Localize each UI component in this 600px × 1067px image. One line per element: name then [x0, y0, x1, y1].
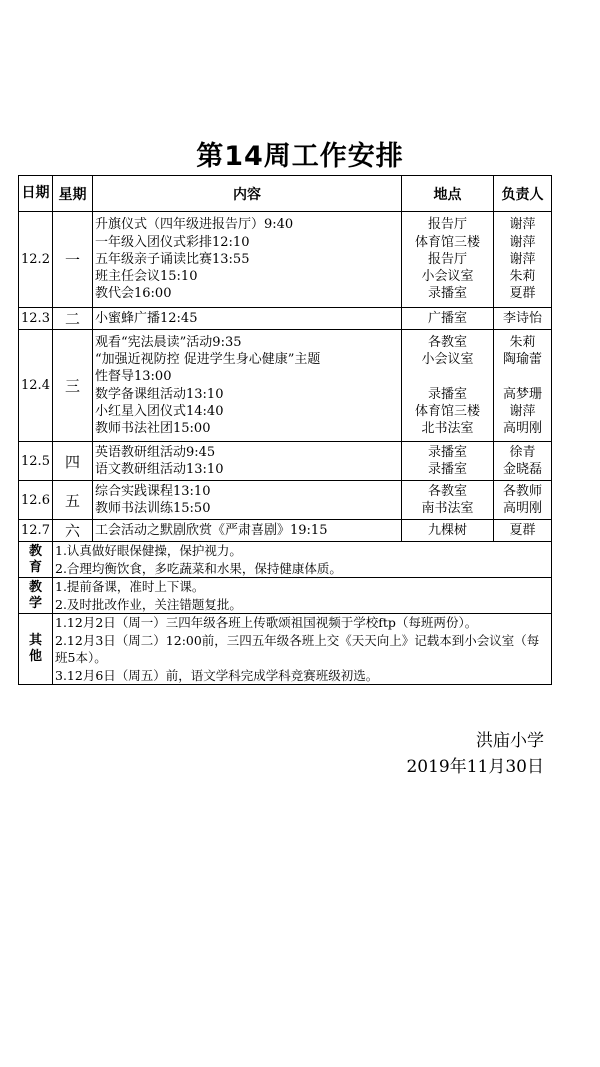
day-weekday: 四 [53, 442, 93, 481]
location-line: 各教室 [427, 483, 467, 499]
section-item: 1.12月2日（周一）三四年级各班上传歌颂祖国视频于学校ftp（每班两份）。 [55, 615, 478, 630]
content-line: 英语教研组活动9:45 [95, 444, 216, 460]
content-line: 性督导13:00 [95, 369, 172, 385]
header-row [19, 176, 552, 212]
day-location [402, 308, 494, 330]
page-title: 第14周工作安排 [196, 141, 404, 172]
header-person: 负责人 [494, 176, 552, 212]
section-item: 2.合理均衡饮食，多吃蔬菜和水果，保持健康体质。 [55, 560, 342, 576]
location-line: 各教室 [427, 334, 467, 350]
person-line: 高梦珊 [502, 386, 542, 402]
section-item: 3.12月6日（周五）前，语文学科完成学科竞赛班级初选。 [55, 667, 379, 683]
person-line: 夏群 [509, 522, 536, 538]
day-row [19, 481, 552, 520]
day-date: 12.6 [19, 481, 53, 520]
header-location: 地点 [402, 176, 494, 212]
day-weekday: 五 [53, 481, 93, 520]
section-text [53, 542, 552, 578]
person-line: 夏群 [509, 286, 536, 302]
section-text [53, 614, 552, 685]
location-line: 南书法室 [421, 501, 474, 516]
person-line: 徐青 [509, 444, 536, 460]
footer-school: 洪庙小学 [476, 731, 544, 751]
day-person [494, 330, 552, 442]
section-item: 2.及时批改作业，关注错题复批。 [55, 596, 242, 612]
day-person [494, 308, 552, 330]
person-line: 各教师 [502, 483, 542, 499]
content-line: 小蜜蜂广播12:45 [95, 310, 198, 326]
section-item: 2.12月3日（周二）12:00前，三四五年级各班上交《天天向上》记载本到小会议室（每班5本）。 [55, 632, 540, 665]
person-line [496, 368, 549, 385]
header-weekday: 星期 [53, 176, 93, 212]
location-line: 广播室 [427, 310, 467, 326]
day-row [19, 308, 552, 330]
day-date: 12.3 [19, 308, 53, 330]
day-content [93, 212, 402, 308]
day-row [19, 520, 552, 542]
location-line: 九棵树 [427, 522, 467, 538]
person-line: 高明刚 [502, 421, 542, 437]
person-line: 朱莉 [509, 334, 536, 350]
content-line: 升旗仪式（四年级进报告厅）9:40 [95, 217, 294, 233]
person-line: 金晓磊 [502, 462, 542, 477]
section-label [19, 542, 53, 578]
content-line: 五年级亲子诵读比赛13:55 [95, 251, 250, 267]
day-location [402, 481, 494, 520]
day-location [402, 330, 494, 442]
schedule-table [18, 175, 552, 685]
person-line: 谢萍 [509, 234, 536, 250]
day-location [402, 520, 494, 542]
day-content [93, 330, 402, 442]
day-person [494, 481, 552, 520]
note-section [19, 578, 552, 614]
day-weekday: 二 [53, 308, 93, 330]
location-line: 录播室 [427, 386, 467, 402]
note-section [19, 614, 552, 685]
day-row [19, 330, 552, 442]
location-line: 录播室 [427, 286, 467, 302]
day-location [402, 442, 494, 481]
content-line: 数学备课组活动13:10 [95, 386, 224, 402]
location-line: 北书法室 [421, 421, 474, 437]
person-line: 谢萍 [509, 403, 536, 419]
day-content [93, 308, 402, 330]
person-line: 李诗怡 [502, 310, 542, 326]
location-line: 录播室 [427, 462, 467, 477]
section-item: 1.认真做好眼保健操，保护视力。 [55, 543, 242, 558]
day-weekday: 三 [53, 330, 93, 442]
day-date: 12.4 [19, 330, 53, 442]
content-line: 工会活动之默剧欣赏《严肃喜剧》19:15 [95, 522, 328, 538]
day-location [402, 212, 494, 308]
day-person [494, 212, 552, 308]
note-section [19, 542, 552, 578]
header-date: 日期 [19, 176, 53, 212]
content-line: 观看“宪法晨读”活动9:35 [95, 334, 242, 350]
section-label-char: 他 [28, 649, 42, 664]
day-row [19, 442, 552, 481]
day-content [93, 520, 402, 542]
content-line: 语文教研组活动13:10 [95, 462, 224, 477]
location-line: 报告厅 [427, 217, 467, 233]
location-line: 小会议室 [421, 269, 474, 285]
day-weekday: 六 [53, 520, 93, 542]
content-line: 教代会16:00 [95, 286, 172, 302]
person-line: 朱莉 [509, 269, 536, 285]
content-line: 小红星入团仪式14:40 [95, 403, 224, 419]
header-content: 内容 [93, 176, 402, 212]
content-line: 班主任会议15:10 [95, 269, 198, 285]
section-text [53, 578, 552, 614]
content-line: 教师书法社团15:00 [95, 421, 211, 437]
section-label-char: 育 [28, 559, 42, 575]
day-row [19, 212, 552, 308]
day-person [494, 442, 552, 481]
footer-date: 2019年11月30日 [406, 757, 544, 777]
section-label [19, 614, 53, 685]
section-label-char: 教 [28, 543, 42, 559]
section-label-char: 学 [28, 595, 42, 611]
content-line: 教师书法训练15:50 [95, 501, 211, 516]
day-weekday: 一 [53, 212, 93, 308]
section-item: 1.提前备课，准时上下课。 [55, 579, 205, 594]
location-line: 报告厅 [427, 251, 467, 267]
day-content [93, 442, 402, 481]
day-content [93, 481, 402, 520]
person-line: 高明刚 [502, 501, 542, 516]
content-line: 一年级入团仪式彩排12:10 [95, 234, 250, 250]
day-person [494, 520, 552, 542]
location-line: 体育馆三楼 [414, 403, 480, 419]
location-line: 体育馆三楼 [414, 234, 480, 250]
section-label [19, 578, 53, 614]
day-date: 12.2 [19, 212, 53, 308]
person-line: 陶瑜蕾 [502, 351, 542, 367]
person-line: 谢萍 [509, 251, 536, 267]
location-line: 录播室 [427, 444, 467, 460]
location-line [404, 368, 491, 385]
location-line: 小会议室 [421, 351, 474, 367]
section-label-char: 教 [28, 579, 42, 595]
person-line: 谢萍 [509, 217, 536, 233]
day-date: 12.7 [19, 520, 53, 542]
day-date: 12.5 [19, 442, 53, 481]
content-line: “加强近视防控 促进学生身心健康”主题 [95, 351, 321, 367]
section-label-char: 其 [28, 633, 42, 648]
content-line: 综合实践课程13:10 [95, 483, 211, 499]
